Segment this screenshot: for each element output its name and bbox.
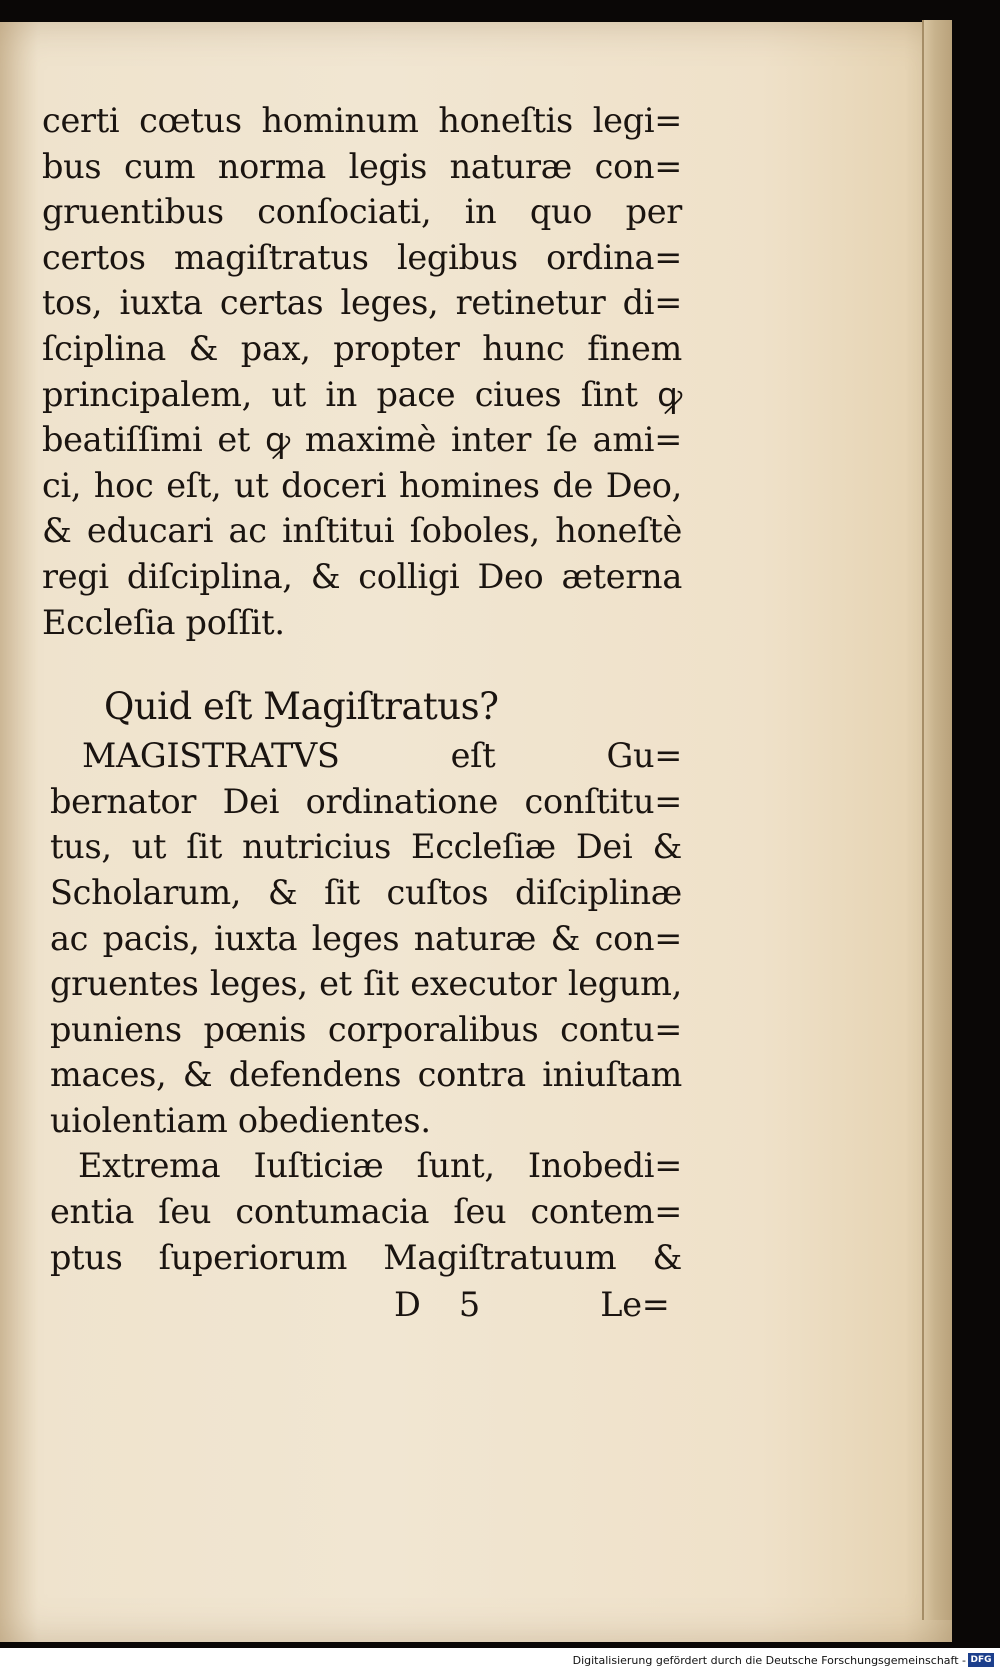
dfg-logo: DFG bbox=[968, 1653, 994, 1667]
page-text bbox=[42, 98, 682, 1328]
text-line: gruentes leges, et ſit executor legum, bbox=[50, 964, 682, 1004]
text-line: bus cum norma legis naturæ con= bbox=[42, 146, 682, 186]
text-line: tos, iuxta certas leges, retinetur di= bbox=[42, 283, 682, 323]
text-line: beatiſſimi et ꝙ maximè inter ſe ami= bbox=[42, 420, 682, 460]
page-footer bbox=[42, 1282, 682, 1328]
text-line: tus, ut ſit nutricius Eccleſiæ Dei & bbox=[50, 827, 682, 867]
text-line: principalem, ut in pace ciues ſint ꝙ bbox=[42, 374, 682, 414]
text-line: ci, hoc eſt, ut doceri homines de Deo, bbox=[42, 465, 682, 505]
text-line: certi cœtus hominum honeſtis legi= bbox=[42, 101, 682, 140]
text-line: ptus ſuperiorum Magiſtratuum & bbox=[50, 1237, 682, 1277]
section-heading: Quid eſt Magiſtratus? bbox=[104, 685, 499, 729]
text-line: ſciplina & pax, propter hunc finem bbox=[42, 328, 682, 368]
page-edge bbox=[922, 20, 952, 1620]
text-line: regi diſciplina, & colligi Deo æterna bbox=[42, 556, 682, 596]
text-line: MAGISTRATVS eſt Gu= bbox=[82, 736, 682, 776]
text-line: gruentibus conſociati, in quo per bbox=[42, 192, 682, 232]
text-line: uiolentiam obedientes. bbox=[50, 1100, 431, 1140]
text-line: puniens pœnis corporalibus contu= bbox=[50, 1009, 682, 1049]
catchword: Le= bbox=[600, 1285, 670, 1325]
signature-letter: D bbox=[394, 1285, 421, 1325]
text-line: Extrema Iuſticiæ ſunt, Inobedi= bbox=[78, 1146, 682, 1186]
text-line: certos magiſtratus legibus ordina= bbox=[42, 237, 682, 277]
text-line: entia ſeu contumacia ſeu contem= bbox=[50, 1192, 682, 1232]
text-line: Scholarum, & ſit cuſtos diſciplinæ bbox=[50, 872, 682, 912]
paragraph-1 bbox=[42, 98, 682, 645]
text-line: ac pacis, iuxta leges naturæ & con= bbox=[50, 918, 682, 958]
paragraph-2 bbox=[50, 733, 682, 1143]
signature-number: 5 bbox=[458, 1285, 480, 1325]
text-line: & educari ac inſtitui ſoboles, honeſtè bbox=[42, 511, 682, 551]
text-line: bernator Dei ordinatione conſtitu= bbox=[50, 781, 682, 821]
text-line: maces, & defendens contra iniuſtam bbox=[50, 1055, 682, 1095]
paragraph-3 bbox=[50, 1143, 682, 1280]
digitization-credit: Digitalisierung gefördert durch die Deutsche Forschungsgemeinschaft - bbox=[572, 1654, 966, 1667]
text-line: Eccleſia poſſit. bbox=[42, 602, 285, 642]
